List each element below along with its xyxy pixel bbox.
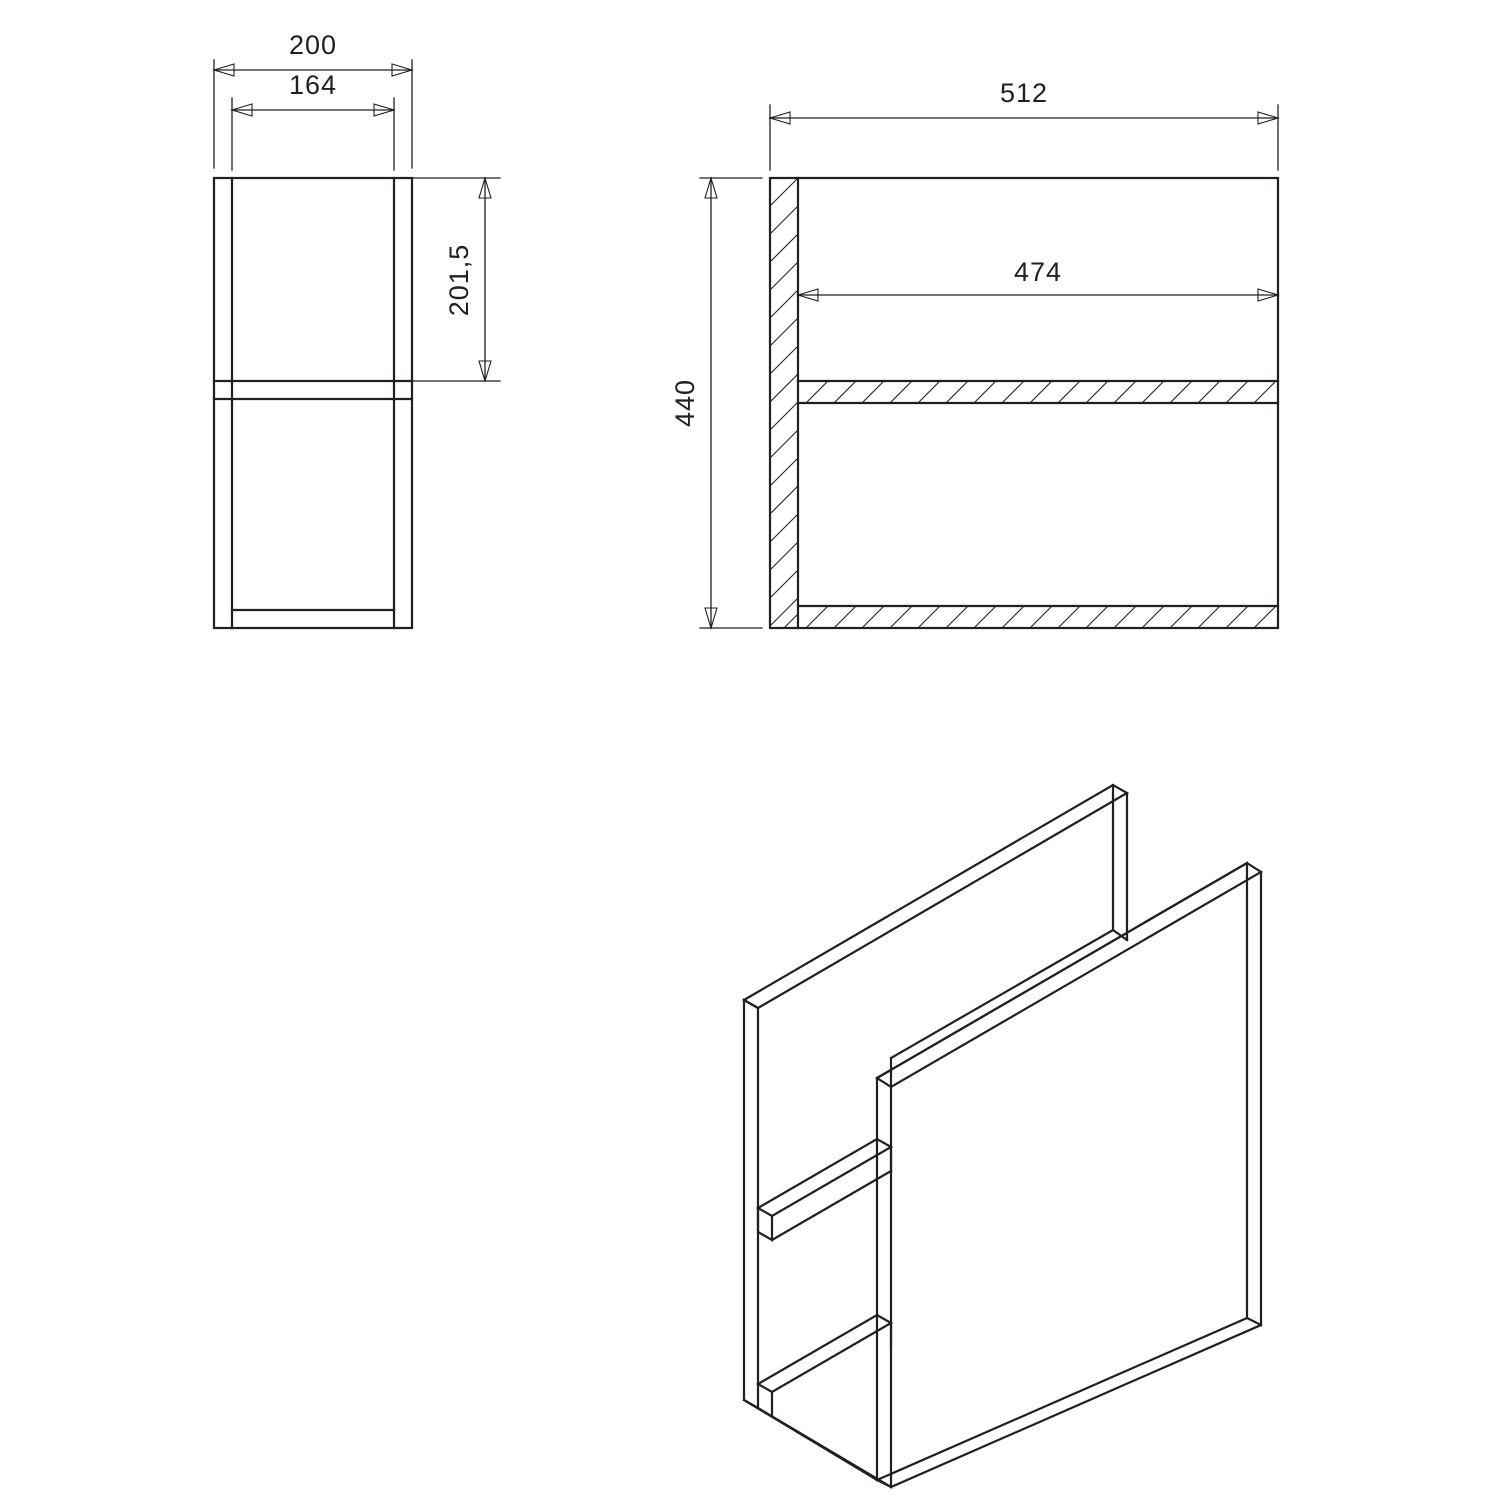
side-elevation-view xyxy=(214,178,412,628)
iso-left-panel-front-edge xyxy=(744,1000,758,1408)
iso-top-inner-line xyxy=(891,930,1113,1058)
dimension-side-inner-depth xyxy=(232,70,394,170)
dimension-side-upper-height xyxy=(412,178,500,381)
iso-right-panel-top-edge xyxy=(877,863,1261,1087)
hatch-bottom-panel xyxy=(806,606,1276,628)
hatch-left-panel xyxy=(770,178,798,628)
iso-shelf-top-face xyxy=(758,1139,891,1216)
iso-bottom-panel-top-face xyxy=(758,1315,891,1392)
isometric-view xyxy=(744,785,1261,1487)
dimension-front-inner-width xyxy=(798,257,1278,301)
iso-right-panel-far-edge xyxy=(1247,872,1261,1325)
dimension-front-outer-width xyxy=(770,78,1278,170)
dim-label-474: 474 xyxy=(1013,257,1063,287)
side-outline xyxy=(214,178,412,628)
iso-right-panel-bottom-edge xyxy=(891,1325,1261,1487)
iso-bottom-front-edge-outer xyxy=(744,1400,877,1480)
dim-label-440: 440 xyxy=(670,378,700,428)
dim-label-164: 164 xyxy=(288,70,338,100)
front-elevation-view xyxy=(770,178,1278,628)
dim-label-2015: 201,5 xyxy=(444,243,474,317)
dimension-front-height xyxy=(670,178,762,628)
hatch-shelf xyxy=(806,381,1276,403)
iso-left-panel-top-face xyxy=(744,785,1127,1008)
dim-label-200: 200 xyxy=(288,30,338,60)
dim-label-512: 512 xyxy=(999,78,1049,108)
iso-right-panel-face xyxy=(877,863,1247,1480)
